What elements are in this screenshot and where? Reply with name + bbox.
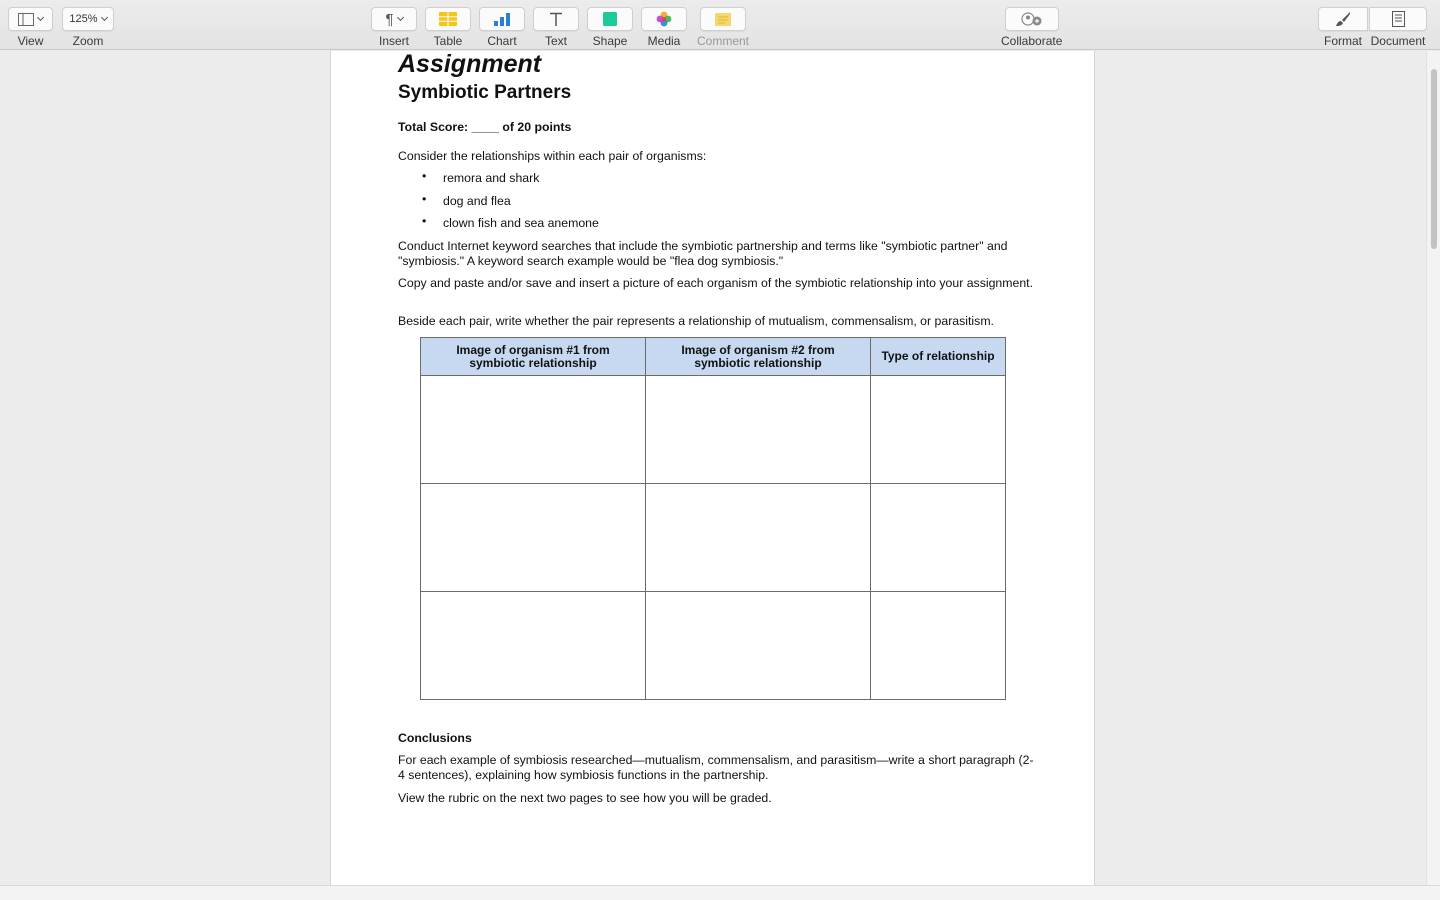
table-header-cell[interactable]: Type of relationship <box>871 338 1006 376</box>
table-button[interactable] <box>425 7 471 31</box>
table-row <box>421 484 1006 592</box>
table-label: Table <box>433 34 463 48</box>
search-instructions: Conduct Internet keyword searches that include the symbiotic partnership and terms like "symbiotic partner" and "symbiosis." A keyword search example would be "flea dog symbiosis." <box>398 239 1008 268</box>
toolbar <box>0 0 1440 50</box>
comment-tool[interactable] <box>697 7 749 48</box>
document-button[interactable] <box>1369 7 1427 31</box>
table-header-cell[interactable]: Image of organism #2 from symbiotic relationship <box>646 338 871 376</box>
list-item: remora and shark <box>443 171 540 185</box>
conclusions-text: For each example of symbiosis researched—mutualism, commensalism, and parasitism—write a short paragraph (2-4 sentences), explaining how symbiosis functions in the partnership. <box>398 753 1034 782</box>
format-button[interactable] <box>1318 7 1368 31</box>
media-icon <box>656 11 672 27</box>
view-button[interactable] <box>8 7 53 31</box>
list-item: dog and flea <box>443 194 511 208</box>
insert-button[interactable] <box>371 7 417 31</box>
bullet-marker: • <box>422 214 427 228</box>
text-icon <box>549 12 563 26</box>
insert-label: Insert <box>378 34 409 48</box>
shape-label: Shape <box>592 34 628 48</box>
document-icon <box>1392 11 1405 27</box>
symbiosis-table[interactable] <box>420 337 1006 700</box>
chart-icon <box>493 12 511 26</box>
table-cell[interactable] <box>646 592 871 700</box>
document-tool[interactable] <box>1369 7 1427 48</box>
media-tool[interactable] <box>641 7 687 48</box>
table-header-row <box>421 338 1006 376</box>
media-button[interactable] <box>641 7 687 31</box>
view-tool[interactable] <box>8 7 53 48</box>
table-icon <box>439 12 457 26</box>
zoom-select[interactable] <box>62 7 114 31</box>
zoom-tool[interactable] <box>62 7 114 48</box>
text-label: Text <box>544 34 567 48</box>
table-cell[interactable] <box>421 484 646 592</box>
pilcrow-icon: ¶ <box>385 10 394 28</box>
chart-label: Chart <box>487 34 517 48</box>
table-cell[interactable] <box>871 484 1006 592</box>
sidebar-icon <box>18 13 34 26</box>
list-item: clown fish and sea anemone <box>443 216 599 230</box>
conclusions-heading: Conclusions <box>398 731 472 745</box>
vertical-scrollbar[interactable] <box>1426 51 1440 885</box>
picture-instructions: Copy and paste and/or save and insert a picture of each organism of the symbiotic relationship into your assignment. <box>398 276 1034 290</box>
zoom-label: Zoom <box>72 34 104 48</box>
view-label: View <box>17 34 44 48</box>
collaborate-button[interactable] <box>1005 7 1059 31</box>
comment-button[interactable] <box>700 7 746 31</box>
intro-text: Consider the relationships within each pair of organisms: <box>398 149 707 163</box>
document-subtitle: Symbiotic Partners <box>398 82 572 103</box>
chart-button[interactable] <box>479 7 525 31</box>
table-cell[interactable] <box>646 376 871 484</box>
chevron-down-icon <box>396 14 403 21</box>
document-canvas[interactable] <box>0 51 1426 885</box>
text-tool[interactable] <box>533 7 579 48</box>
table-cell[interactable] <box>646 484 871 592</box>
chevron-down-icon <box>101 14 108 21</box>
collaborate-label: Collaborate <box>1001 34 1063 48</box>
scrollbar-thumb[interactable] <box>1431 69 1437 249</box>
table-header-cell[interactable]: Image of organism #1 from symbiotic relationship <box>421 338 646 376</box>
collaborate-tool[interactable] <box>1001 7 1062 48</box>
document-label: Document <box>1370 34 1426 48</box>
text-button[interactable] <box>533 7 579 31</box>
table-cell[interactable] <box>871 592 1006 700</box>
chart-tool[interactable] <box>479 7 525 48</box>
format-tool[interactable] <box>1318 7 1368 48</box>
bullet-marker: • <box>422 169 427 183</box>
chevron-down-icon <box>37 14 44 21</box>
rubric-note: View the rubric on the next two pages to see how you will be graded. <box>398 791 772 805</box>
bottom-bar <box>0 885 1440 900</box>
table-row <box>421 592 1006 700</box>
media-label: Media <box>647 34 681 48</box>
zoom-value: 125% <box>69 13 98 25</box>
table-cell[interactable] <box>871 376 1006 484</box>
table-cell[interactable] <box>421 592 646 700</box>
table-cell[interactable] <box>421 376 646 484</box>
paintbrush-icon <box>1335 11 1351 27</box>
shape-tool[interactable] <box>587 7 633 48</box>
insert-tool[interactable] <box>371 7 417 48</box>
relationship-instructions: Beside each pair, write whether the pair represents a relationship of mutualism, commensalism, or parasitism. <box>398 314 994 328</box>
shape-icon <box>603 12 617 26</box>
comment-icon <box>715 13 731 26</box>
document-page[interactable] <box>330 51 1095 885</box>
shape-button[interactable] <box>587 7 633 31</box>
document-title: Assignment <box>398 50 542 78</box>
table-row <box>421 376 1006 484</box>
table-tool[interactable] <box>425 7 471 48</box>
score-line: Total Score: ____ of 20 points <box>398 120 572 134</box>
format-label: Format <box>1323 34 1362 48</box>
bullet-marker: • <box>422 192 427 206</box>
comment-label: Comment <box>697 34 750 48</box>
collaborate-icon <box>1021 12 1043 26</box>
